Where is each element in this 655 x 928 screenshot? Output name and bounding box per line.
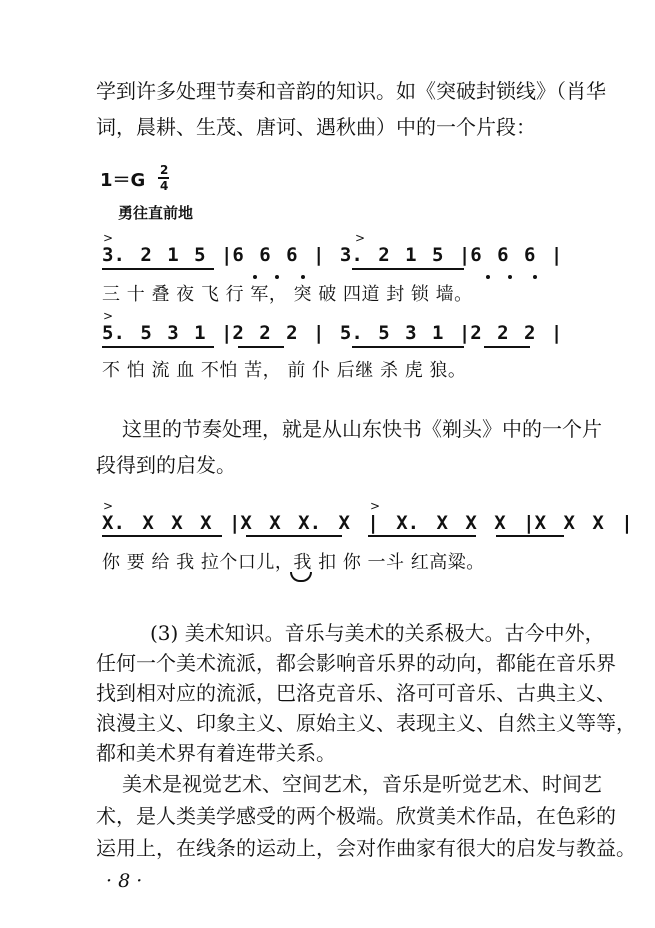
accent-mark: > bbox=[103, 231, 114, 245]
score1-row2-lyrics: 不 怕 流 血 不怕 苦， 前 仆 后继 杀 虎 狼。 bbox=[102, 360, 467, 381]
beam-underline bbox=[102, 346, 214, 348]
para4-line-2: 术，是人类美学感受的两个极端。欣赏美术作品，在色彩的 bbox=[96, 804, 616, 828]
time-signature-bottom: 4 bbox=[160, 179, 169, 193]
beam-underline bbox=[352, 346, 464, 348]
low-octave-dot bbox=[508, 275, 512, 279]
accent-mark: > bbox=[355, 231, 366, 245]
para3-line-4: 浪漫主义、印象主义、原始主义、表现主义、自然主义等等， bbox=[96, 711, 636, 735]
para2-line-2: 段得到的启发。 bbox=[96, 453, 236, 477]
score1-row1-notes: 3. 2 1 5 |6 6 6 | 3. 2 1 5 |6 6 6 | bbox=[102, 244, 563, 266]
intro-line-2: 词，晨耕、生茂、唐诃、遇秋曲）中的一个片段： bbox=[96, 115, 536, 139]
low-octave-dot bbox=[486, 275, 490, 279]
beam-underline bbox=[368, 535, 476, 537]
page-number: · 8 · bbox=[106, 870, 143, 892]
beam-underline bbox=[102, 535, 222, 537]
beam-underline bbox=[352, 268, 464, 270]
score2-rhythm-notes: X. X X X |X X X. X | X. X X X |X X X | bbox=[102, 512, 633, 534]
low-octave-dot bbox=[253, 275, 257, 279]
beam-underline bbox=[484, 346, 530, 348]
para3-line-1: (3) 美术知识。音乐与美术的关系极大。古今中外， bbox=[150, 621, 605, 645]
para4-line-1: 美术是视觉艺术、空间艺术，音乐是听觉艺术、时间艺 bbox=[122, 772, 602, 796]
para3-line-2: 任何一个美术流派，都会影响音乐界的动向，都能在音乐界 bbox=[96, 651, 616, 675]
key-signature: 1＝G bbox=[100, 170, 146, 191]
time-signature-top: 2 bbox=[160, 163, 169, 177]
beam-underline bbox=[496, 535, 564, 537]
beam-underline bbox=[238, 346, 284, 348]
low-octave-dot bbox=[533, 275, 537, 279]
score1-row2-notes: 5. 5 3 1 |2 2 2 | 5. 5 3 1 |2 2 2 | bbox=[102, 322, 563, 344]
low-octave-dot bbox=[275, 275, 279, 279]
score1-row1-lyrics: 三 十 叠 夜 飞 行 军， 突 破 四道 封 锁 墙。 bbox=[102, 284, 473, 305]
para3-line-3: 找到相对应的流派，巴洛克音乐、洛可可音乐、古典主义、 bbox=[96, 681, 616, 705]
para3-line-5: 都和美术界有着连带关系。 bbox=[96, 741, 336, 765]
low-octave-dot bbox=[301, 275, 305, 279]
score2-lyrics: 你 要 给 我 拉个口儿，我 扣 你 一斗 红高粱。 bbox=[102, 552, 485, 573]
intro-line-1: 学到许多处理节奏和音韵的知识。如《突破封锁线》（肖华 bbox=[96, 79, 606, 103]
slur-mark bbox=[290, 572, 312, 582]
tempo-marking: 勇往直前地 bbox=[118, 204, 194, 222]
beam-underline bbox=[246, 535, 342, 537]
para2-line-1: 这里的节奏处理，就是从山东快书《剃头》中的一个片 bbox=[122, 417, 602, 441]
accent-mark: > bbox=[103, 309, 114, 323]
para4-line-3: 运用上，在线条的运动上，会对作曲家有很大的启发与教益。 bbox=[96, 836, 636, 860]
beam-underline bbox=[102, 268, 214, 270]
accent-mark: > bbox=[370, 499, 381, 513]
accent-mark: > bbox=[103, 499, 114, 513]
